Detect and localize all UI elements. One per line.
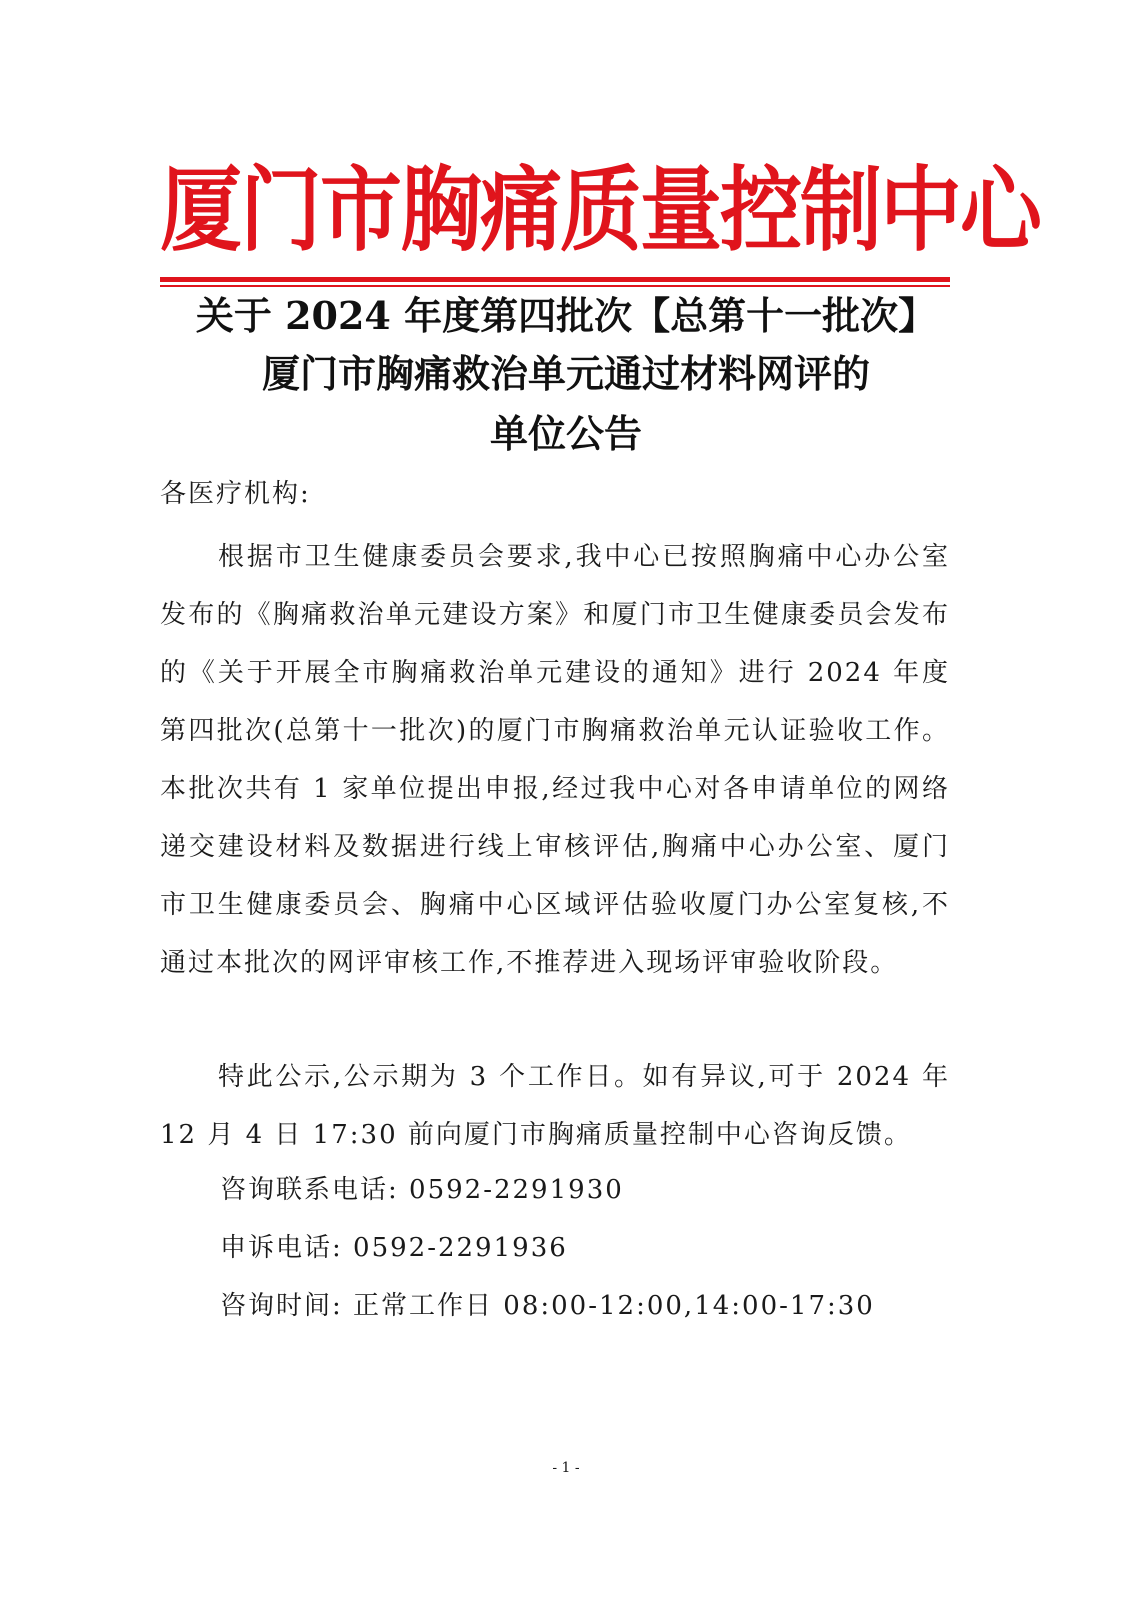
document-title-line-3: 单位公告 xyxy=(489,411,642,456)
page-number: - 1 - xyxy=(552,1460,580,1476)
document-title-line-2: 厦门市胸痛救治单元通过材料网评的 xyxy=(261,351,870,396)
body-paragraph-2: 特此公示,公示期为 3 个工作日。如有异议,可于 2024 年 12 月 4 日 17:30 前向厦门市胸痛质量控制中心咨询反馈。 xyxy=(160,1062,950,1150)
salutation: 各医疗机构: xyxy=(160,479,311,509)
document-title-line-1: 关于 2024 年度第四批次【总第十一批次】 xyxy=(195,293,937,338)
letterhead-title: 厦门市胸痛质量控制中心 xyxy=(160,157,1041,265)
consult-hours-line: 咨询时间: 正常工作日 08:00-12:00,14:00-17:30 xyxy=(220,1291,875,1321)
complaint-phone-line: 申诉电话: 0592-2291936 xyxy=(220,1233,568,1263)
letterhead-rule-thick xyxy=(160,277,950,282)
body-paragraph-1: 根据市卫生健康委员会要求,我中心已按照胸痛中心办公室发布的《胸痛救治单元建设方案》和厦门市卫生健康委员会发布的《关于开展全市胸痛救治单元建设的通知》进行 2024 年度第四批次(总第十一批次)的厦门市胸痛救治单元认证验收工作。本批次共有 1 家单位提出申报,经过我中心对各申请单位的网络递交建设材料及数据进行线上审核评估,胸痛中心办公室、厦门市卫生健康委员会、胸痛中心区域评估验收厦门办公室复核,不通过本批次的网评审核工作,不推荐进入现场评审验收阶段。 xyxy=(160,542,950,978)
consult-phone-line: 咨询联系电话: 0592-2291930 xyxy=(220,1175,624,1205)
